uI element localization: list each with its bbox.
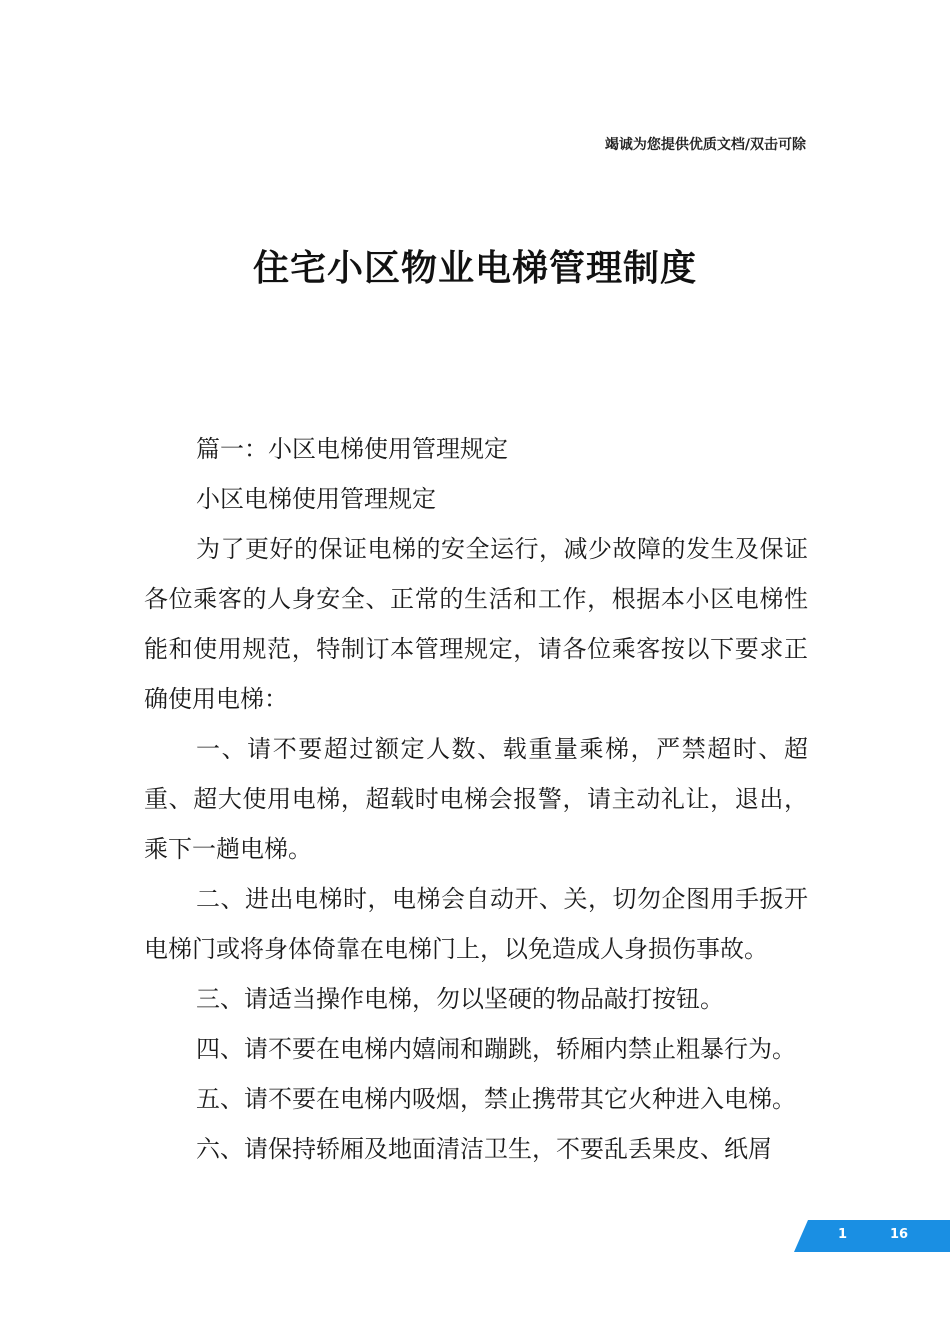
rule-paragraph-2: 二、进出电梯时，电梯会自动开、关，切勿企图用手扳开电梯门或将身体倚靠在电梯门上，以免造成人身损伤事故。 — [144, 885, 808, 963]
document-body — [144, 424, 808, 1174]
rule-paragraph-5: 五、请不要在电梯内吸烟，禁止携带其它火种进入电梯。 — [196, 1085, 796, 1113]
page-total-number: 16 — [890, 1227, 909, 1242]
document-title: 住宅小区物业电梯管理制度 — [252, 248, 697, 289]
page-indicator-background — [794, 1220, 950, 1252]
rule-paragraph-3: 三、请适当操作电梯，勿以坚硬的物品敲打按钮。 — [196, 985, 724, 1013]
section-heading: 篇一：小区电梯使用管理规定 — [196, 435, 508, 463]
rule-paragraph-1: 一、请不要超过额定人数、载重量乘梯，严禁超时、超重、超大使用电梯，超载时电梯会报警，请主动礼让，退出，乘下一趟电梯。 — [144, 735, 808, 863]
page-indicator — [794, 1220, 950, 1252]
rule-paragraph-4: 四、请不要在电梯内嬉闹和蹦跳，轿厢内禁止粗暴行为。 — [196, 1035, 796, 1063]
intro-paragraph: 为了更好的保证电梯的安全运行，减少故障的发生及保证各位乘客的人身安全、正常的生活和工作，根据本小区电梯性能和使用规范，特制订本管理规定，请各位乘客按以下要求正确使用电梯： — [144, 535, 808, 713]
header-note: 竭诚为您提供优质文档/双击可除 — [604, 137, 806, 153]
page-current-number: 1 — [838, 1227, 848, 1242]
sub-heading: 小区电梯使用管理规定 — [196, 485, 436, 513]
rule-paragraph-6: 六、请保持轿厢及地面清洁卫生，不要乱丢果皮、纸屑 — [196, 1135, 772, 1163]
